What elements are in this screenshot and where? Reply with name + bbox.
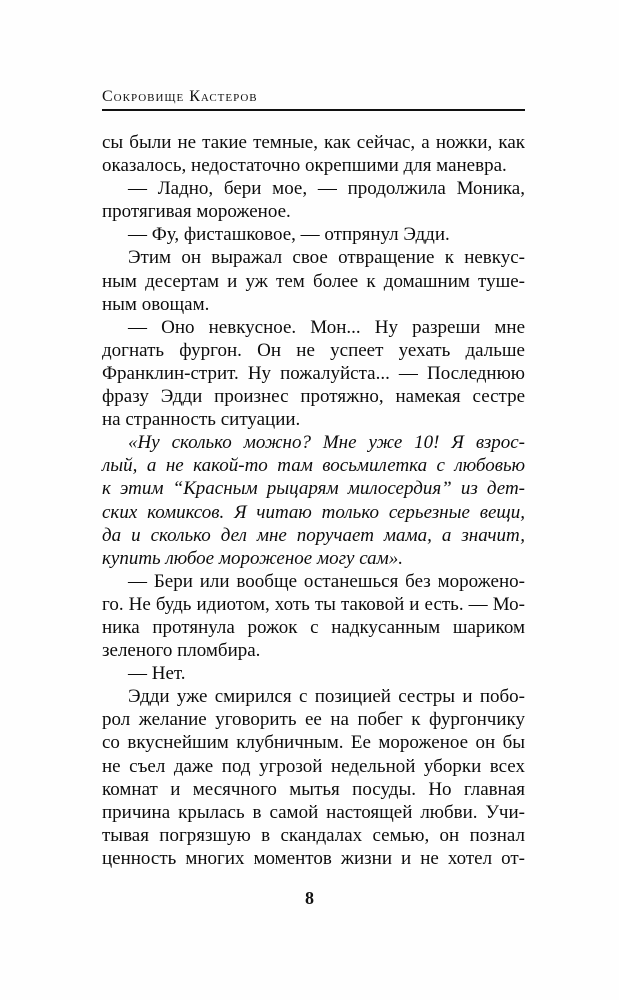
text-line: Эдди уже смирился с позицией сестры и побо- — [128, 686, 525, 708]
text-line: ценность многих моментов жизни и не хотел от- — [102, 847, 525, 869]
text-line: на странность ситуации. — [102, 409, 301, 431]
text-line: сы были не такие темные, как сейчас, а ножки, как — [102, 132, 525, 153]
text-line: догнать фургон. Он не успеет уехать дальше — [102, 339, 525, 361]
text-line: — Нет. — [128, 663, 186, 685]
text-line: го. Не будь идиотом, хоть ты таковой и есть. — Мо- — [102, 593, 525, 615]
text-line: протягивая мороженое. — [102, 201, 291, 223]
text-line: со вкуснейшим клубничным. Ее мороженое он бы — [102, 732, 525, 754]
page-number: 8 — [305, 888, 314, 908]
text-line: — Оно невкусное. Мон... Ну разреши мне — [128, 316, 525, 338]
text-line: — Фу, фисташковое, — отпрянул Эдди. — [128, 224, 450, 246]
text-line: оказалось, недостаточно окрепшими для маневра. — [102, 155, 507, 177]
text-line: не съел даже под угрозой недельной уборки всех — [102, 755, 525, 777]
text-line: зеленого пломбира. — [102, 640, 261, 662]
text-line: к этим “Красным рыцарям милосердия” из дет- — [102, 478, 525, 500]
text-line: — Бери или вообще останешься без морожено- — [128, 570, 525, 592]
text-line: ным десертам и уж тем более к домашним туше- — [102, 270, 525, 292]
text-line: рол желание уговорить ее на побег к фургончику — [102, 709, 525, 731]
text-line: причина крылась в самой настоящей любви. Учи- — [102, 801, 525, 823]
text-line: ника протянула рожок с надкусанным шариком — [102, 616, 525, 638]
running-head-title: Сокровище Кастеров — [102, 88, 258, 105]
header-rule — [102, 109, 525, 111]
text-line: ным овощам. — [102, 293, 210, 315]
text-line: тывая погрязшую в скандалах семью, он познал — [102, 824, 525, 846]
text-line: фразу Эдди произнес протяжно, намекая сестре — [102, 386, 525, 408]
text-line: лый, а не какой-то там восьмилетка с любовью — [102, 455, 525, 477]
text-line: купить любое мороженое могу сам». — [102, 547, 404, 569]
text-line: Франклин-стрит. Ну пожалуйста... — Последнюю — [102, 362, 525, 384]
text-line: да и сколько дел мне поручает мама, а значит, — [102, 524, 525, 546]
text-line: комнат и месячного мытья посуды. Но главная — [102, 778, 525, 800]
text-line: «Ну сколько можно? Мне уже 10! Я взрос- — [128, 432, 525, 454]
text-line: ских комиксов. Я читаю только серьезные вещи, — [102, 501, 525, 523]
text-line: — Ладно, бери мое, — продолжила Моника, — [128, 178, 525, 200]
text-line: Этим он выражал свое отвращение к невкус- — [128, 247, 525, 269]
body-text — [102, 131, 525, 870]
